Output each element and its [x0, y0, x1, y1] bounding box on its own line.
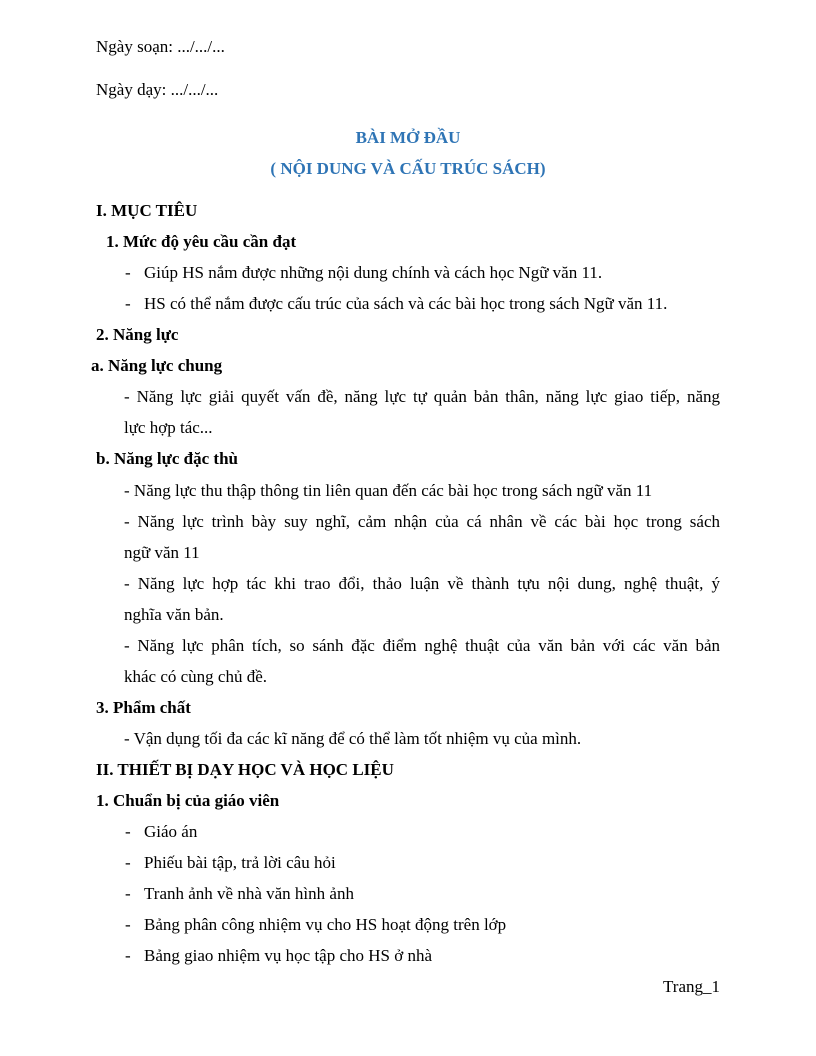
- paragraph-dac-thu-4-line1: - Năng lực phân tích, so sánh đặc điểm nghệ thuật của văn bản với các văn bản: [124, 636, 720, 655]
- subheading-nang-luc-dac-thu: b. Năng lực đặc thù: [96, 449, 238, 468]
- paragraph-dac-thu-3-line1: - Năng lực hợp tác khi trao đổi, thảo luận về thành tựu nội dung, nghệ thuật, ý: [124, 574, 720, 593]
- list-item: -: [125, 946, 131, 965]
- paragraph-dac-thu-3-line2: nghĩa văn bản.: [124, 605, 224, 624]
- list-item: -: [125, 822, 131, 841]
- paragraph-pham-chat: - Vận dụng tối đa các kĩ năng để có thể làm tốt nhiệm vụ của mình.: [124, 729, 582, 748]
- paragraph-dac-thu-2-line1: - Năng lực trình bày suy nghĩ, cảm nhận của cá nhân về các bài học trong sách: [124, 512, 720, 531]
- paragraph-dac-thu-4-line2: khác có cùng chủ đề.: [124, 667, 268, 686]
- subheading-chuan-bi-giao-vien: 1. Chuẩn bị của giáo viên: [96, 791, 280, 810]
- list-item: -: [125, 263, 131, 282]
- ngay-day: Ngày dạy: .../.../...: [96, 80, 219, 99]
- list-item-text: Phiếu bài tập, trả lời câu hỏi: [144, 853, 336, 872]
- list-item: -: [125, 853, 131, 872]
- document-subtitle: ( NỘI DUNG VÀ CẤU TRÚC SÁCH): [270, 159, 546, 178]
- subheading-muc-do-yeu-cau: 1. Mức độ yêu cầu cần đạt: [106, 232, 297, 251]
- list-item: -: [125, 884, 131, 903]
- section-heading-muc-tieu: I. MỤC TIÊU: [96, 201, 198, 220]
- paragraph-dac-thu-1: - Năng lực thu thập thông tin liên quan đến các bài học trong sách ngữ văn 11: [124, 481, 653, 500]
- paragraph-nang-luc-chung-line2: lực hợp tác...: [124, 418, 213, 437]
- list-item-text: Giúp HS nắm được những nội dung chính và cách học Ngữ văn 11.: [144, 263, 603, 282]
- list-item: -: [125, 294, 131, 313]
- section-heading-thiet-bi: II. THIẾT BỊ DẠY HỌC VÀ HỌC LIỆU: [96, 760, 394, 779]
- list-item-text: Tranh ảnh về nhà văn hình ảnh: [144, 884, 354, 903]
- paragraph-nang-luc-chung-line1: - Năng lực giải quyết vấn đề, năng lực tự quản bản thân, năng lực giao tiếp, năng: [124, 387, 720, 406]
- list-item: -: [125, 915, 131, 934]
- list-item-text: Bảng giao nhiệm vụ học tập cho HS ở nhà: [144, 946, 433, 965]
- list-item-text: HS có thể nắm được cấu trúc của sách và các bài học trong sách Ngữ văn 11.: [144, 294, 668, 313]
- list-item-text: Giáo án: [144, 822, 198, 841]
- subheading-nang-luc: 2. Năng lực: [96, 325, 179, 344]
- subheading-nang-luc-chung: a. Năng lực chung: [91, 356, 223, 375]
- paragraph-dac-thu-2-line2: ngữ văn 11: [124, 543, 200, 562]
- subheading-pham-chat: 3. Phẩm chất: [96, 698, 191, 717]
- ngay-soan: Ngày soạn: .../.../...: [96, 37, 225, 56]
- document-title: BÀI MỞ ĐẦU: [355, 128, 461, 147]
- page-number: Trang_1: [663, 977, 720, 996]
- list-item-text: Bảng phân công nhiệm vụ cho HS hoạt động trên lớp: [144, 915, 507, 934]
